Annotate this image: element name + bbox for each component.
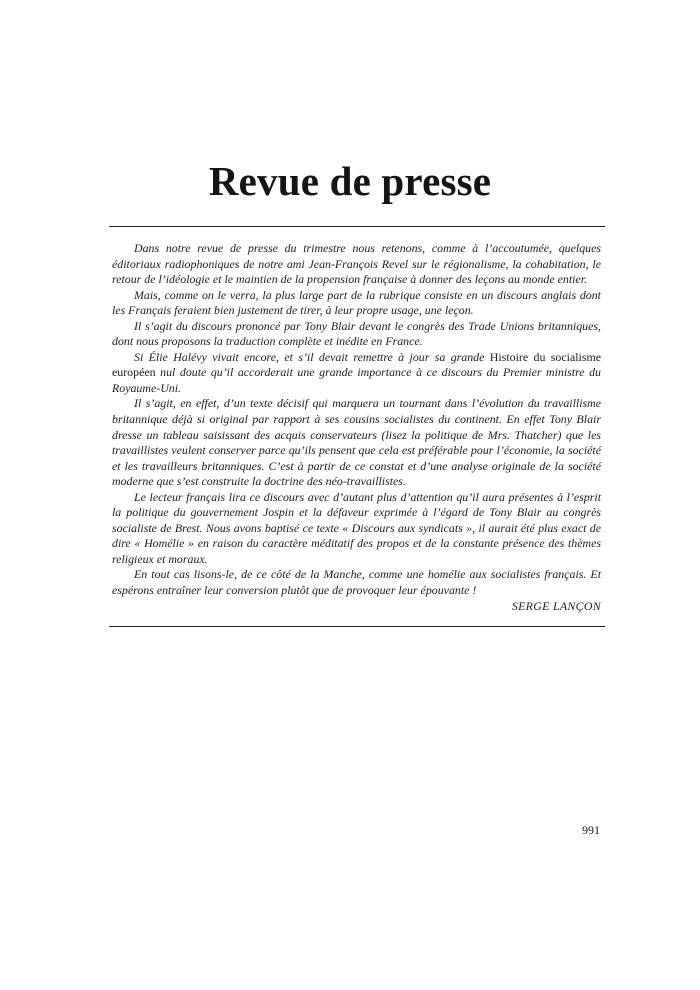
paragraph-1: Dans notre revue de presse du trimestre nous retenons, comme à l’accoutumée, quelques éditoriaux radiophoniques de notre ami Jean-François Revel sur le régionalisme, la cohabitation, le retour de l’idéologie et le maintien de la propension française à donner des leçons au monde entier. xyxy=(112,241,601,287)
paragraph-2: Mais, comme on le verra, la plus large part de la rubrique consiste en un discours anglais dont les Français feraient bien justement de tirer, à leur propre usage, une leçon. xyxy=(112,287,601,318)
paragraph-4-tail: nul doute qu’il accorderait une grande importance à ce discours du Premier ministre du Royaume-Uni. xyxy=(112,365,601,395)
page-number: 991 xyxy=(582,823,600,837)
top-divider xyxy=(109,226,605,227)
paragraph-4 xyxy=(112,350,601,397)
page-title: Revue de presse xyxy=(208,158,492,205)
author-signature: SERGE LANÇON xyxy=(511,598,601,613)
book-title: Histoire du socialisme européen xyxy=(112,349,601,380)
paragraph-7: En tout cas lisons-le, de ce côté de la Manche, comme une homélie aux socialistes français. Et espérons entraîner leur conversion plutôt que de provoquer leur épouvante ! xyxy=(112,567,601,598)
paragraph-6: Le lecteur français lira ce discours avec d’autant plus d’attention qu’il aura présentes à l’esprit la politique du gouvernement Jospin et la défaveur exprimée à l’égard de Tony Blair au congrès socialiste de Brest. Nous avons baptisé ce texte « Discours aux syndicats », il aurait été plus exact de dire « Homélie » en raison du caractère méditatif des propos et de la constante présence des thèmes religieux et moraux. xyxy=(112,489,601,566)
paragraph-5: Il s’agit, en effet, d’un texte décisif qui marquera un tournant dans l’évolution du travaillisme britannique déjà si original par rapport à ses cousins socialistes du continent. En effet Tony Blair dresse un tableau saisissant des acquis conservateurs (lisez la politique de Mrs. Thatcher) que les travaillistes veulent conserver parce qu’ils pensent que cela est préférable pour l’économie, la société et les travailleurs britanniques. C’est à partir de ce constat et d’une analyse originale de la société moderne que s’est construite la doctrine des néo-travaillistes. xyxy=(112,396,601,489)
intro-text xyxy=(112,241,601,614)
paragraph-4-lead: Si Élie Halévy vivait encore, et s’il devait remettre à jour sa grande xyxy=(134,349,490,364)
bottom-divider xyxy=(109,626,605,627)
paragraph-3: Il s’agit du discours prononcé par Tony Blair devant le congrès des Trade Unions britanniques, dont nous proposons la traduction complète et inédite en France. xyxy=(112,318,601,349)
